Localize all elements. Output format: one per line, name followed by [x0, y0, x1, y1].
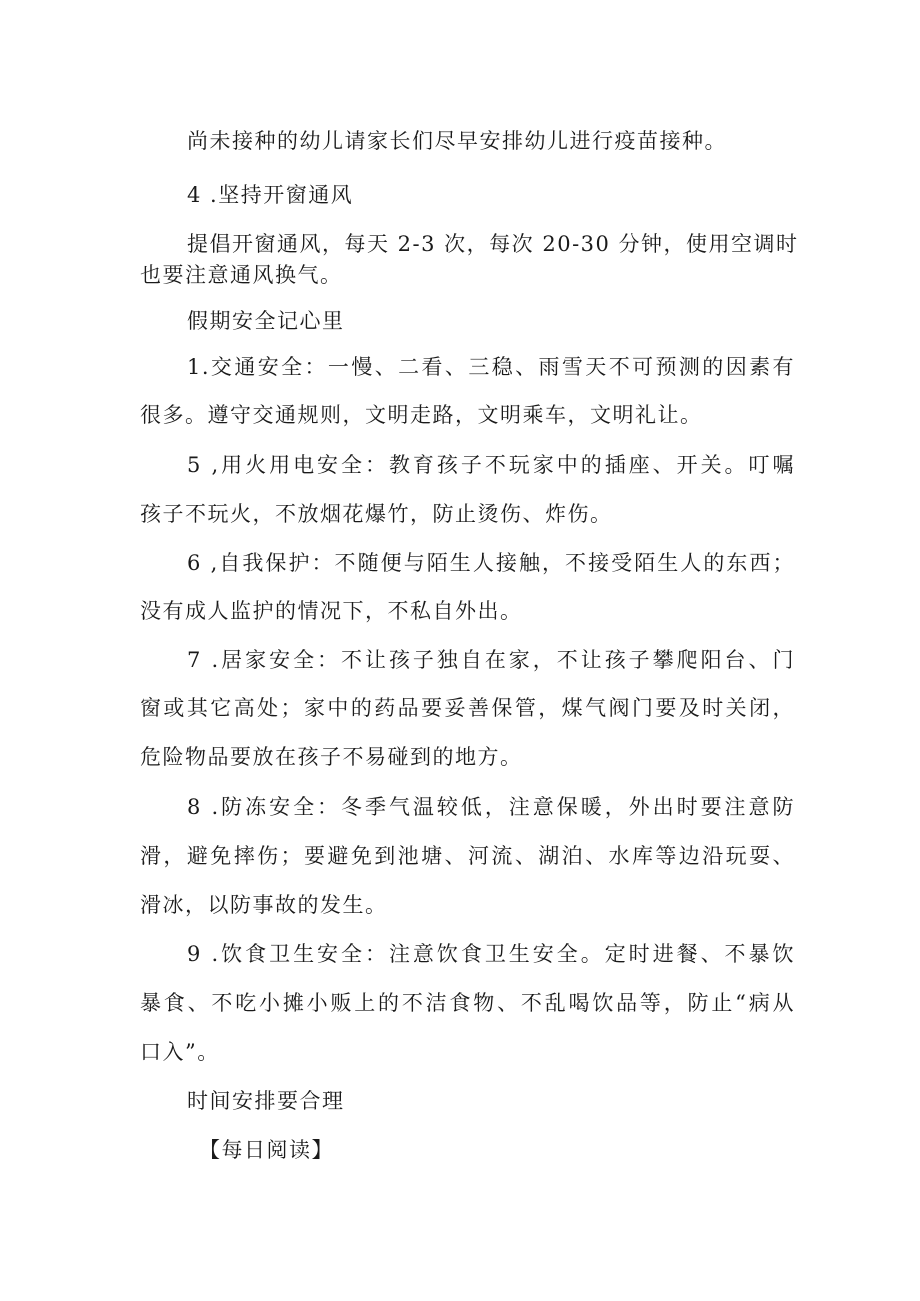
text-line: 很多。遵守交通规则，文明走路，文明乘车，文明礼让。	[140, 403, 703, 427]
text-line: 滑冰，以防事故的发生。	[140, 893, 388, 917]
text-line: 5 ,用火用电安全：教育孩子不玩家中的插座、开关。叮嘱	[187, 453, 795, 477]
text-line: 尚未接种的幼儿请家长们尽早安排幼儿进行疫苗接种。	[187, 129, 727, 153]
text-line: 危险物品要放在孩子不易碰到的地方。	[140, 745, 523, 769]
section-heading: 时间安排要合理	[187, 1089, 345, 1113]
text-line: 口入”。	[140, 1040, 220, 1064]
text-line: 8 .防冻安全：冬季气温较低，注意保暖，外出时要注意防	[187, 795, 795, 819]
text-line: 暴食、不吃小摊小贩上的不洁食物、不乱喝饮品等，防止“病从	[140, 991, 795, 1015]
text-line: 9 .饮食卫生安全：注意饮食卫生安全。定时进餐、不暴饮	[187, 942, 795, 966]
text-line: 6 ,自我保护：不随便与陌生人接触，不接受陌生人的东西；	[187, 551, 795, 575]
text-line: 孩子不玩火，不放烟花爆竹，防止烫伤、炸伤。	[140, 502, 613, 526]
section-heading: 4 .坚持开窗通风	[187, 183, 354, 207]
section-heading: 假期安全记心里	[187, 309, 345, 333]
text-line: 1.交通安全：一慢、二看、三稳、雨雪天不可预测的因素有	[187, 355, 795, 379]
section-heading: 【每日阅读】	[199, 1138, 334, 1162]
text-line: 窗或其它高处；家中的药品要妥善保管，煤气阀门要及时关闭，	[140, 696, 795, 720]
text-line: 7 .居家安全：不让孩子独自在家，不让孩子攀爬阳台、门	[187, 648, 795, 672]
text-line: 提倡开窗通风，每天 2-3 次，每次 20-30 分钟，使用空调时	[187, 232, 799, 256]
text-line: 滑，避免摔伤；要避免到池塘、河流、湖泊、水库等边沿玩耍、	[140, 844, 795, 868]
text-line: 也要注意通风换气。	[140, 263, 343, 287]
text-line: 没有成人监护的情况下，不私自外出。	[140, 599, 523, 623]
